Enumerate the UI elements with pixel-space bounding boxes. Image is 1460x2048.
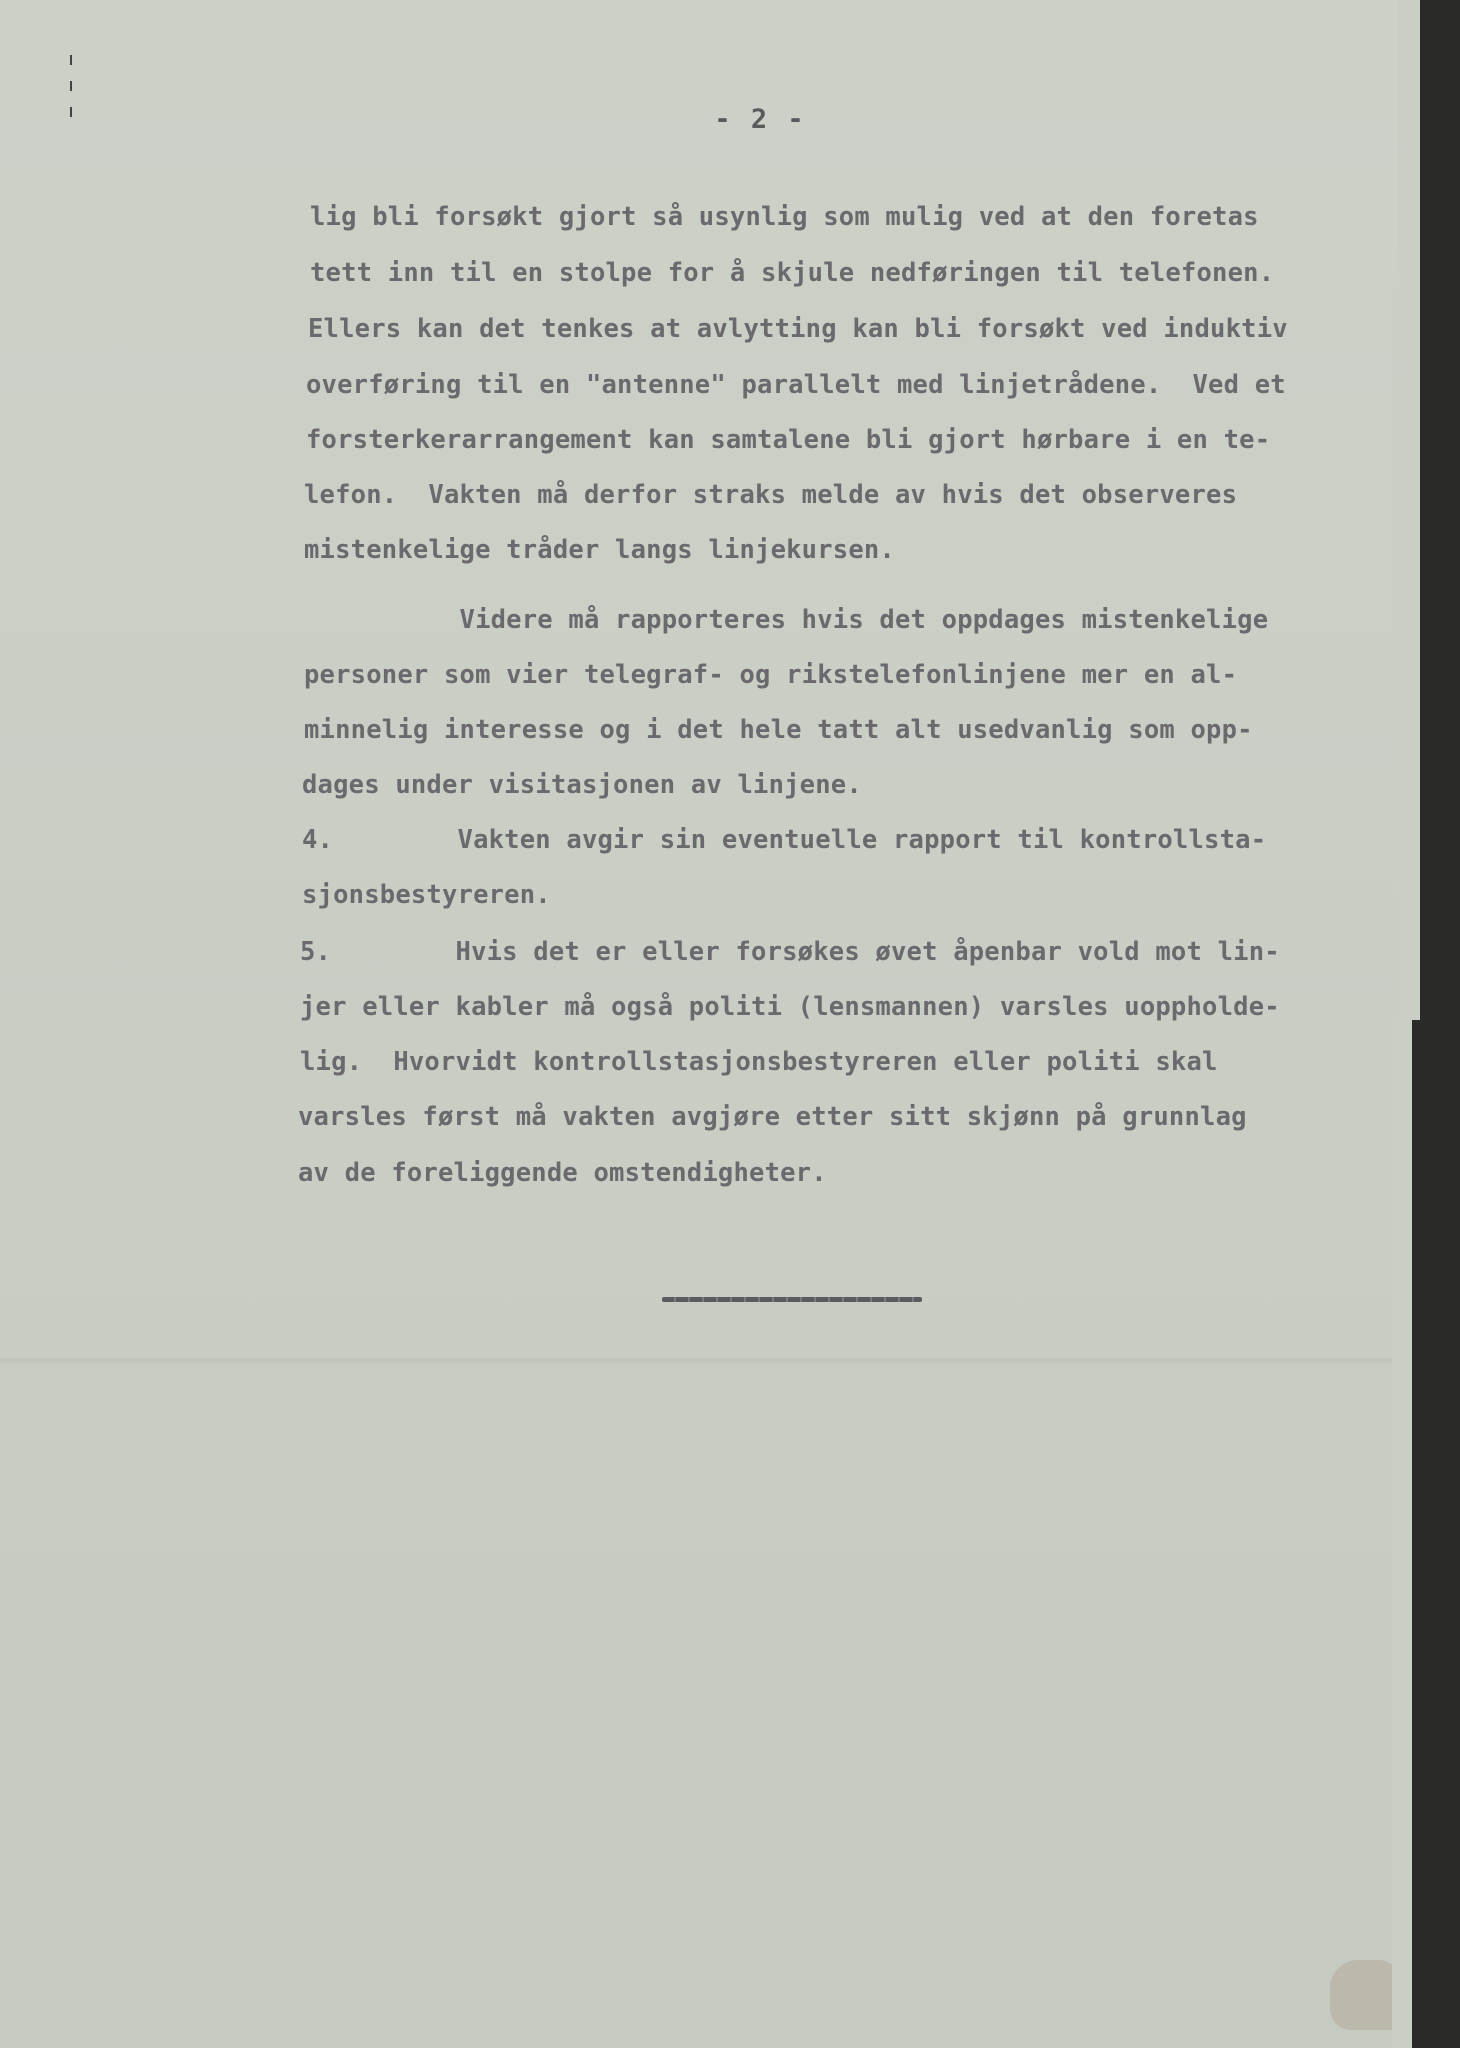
- body-line-14: 5. Hvis det er eller forsøkes øvet åpenbar vold mot lin-: [300, 937, 1280, 967]
- paper-edge-upper: [1398, 0, 1420, 1020]
- body-line-1: lig bli forsøkt gjort så usynlig som mulig ved at den foretas: [310, 202, 1259, 232]
- body-line-18: av de foreliggende omstendigheter.: [298, 1158, 827, 1188]
- body-line-7: mistenkelige tråder langs linjekursen.: [304, 535, 895, 565]
- closing-rule: [662, 1297, 922, 1302]
- body-line-13: sjonsbestyreren.: [302, 880, 551, 910]
- body-line-11: dages under visitasjonen av linjene.: [302, 770, 862, 800]
- body-line-5: forsterkerarrangement kan samtalene bli gjort hørbare i en te-: [306, 425, 1271, 455]
- body-line-3: Ellers kan det tenkes at avlytting kan bli forsøkt ved induktiv: [308, 314, 1288, 344]
- page-number: - 2 -: [714, 104, 806, 135]
- paper-edge-lower: [1392, 1020, 1412, 2048]
- body-line-4: overføring til en "antenne" parallelt med linjetrådene. Ved et: [306, 370, 1286, 400]
- body-line-16: lig. Hvorvidt kontrollstasjonsbestyreren eller politi skal: [300, 1047, 1218, 1077]
- body-line-15: jer eller kabler må også politi (lensmannen) varsles uoppholde-: [300, 992, 1280, 1022]
- body-line-9: personer som vier telegraf- og rikstelefonlinjene mer en al-: [304, 660, 1238, 690]
- body-line-8: Videre må rapporteres hvis det oppdages mistenkelige: [304, 605, 1269, 635]
- body-line-17: varsles først må vakten avgjøre etter sitt skjønn på grunnlag: [298, 1102, 1247, 1132]
- margin-punch-marks: [70, 55, 80, 145]
- body-line-2: tett inn til en stolpe for å skjule nedføringen til telefonen.: [310, 258, 1275, 288]
- paper-stain: [1330, 1960, 1400, 2030]
- body-line-6: lefon. Vakten må derfor straks melde av hvis det observeres: [304, 480, 1238, 510]
- body-line-12: 4. Vakten avgir sin eventuelle rapport til kontrollsta-: [302, 825, 1267, 855]
- body-line-10: minnelig interesse og i det hele tatt alt usedvanlig som opp-: [304, 715, 1253, 745]
